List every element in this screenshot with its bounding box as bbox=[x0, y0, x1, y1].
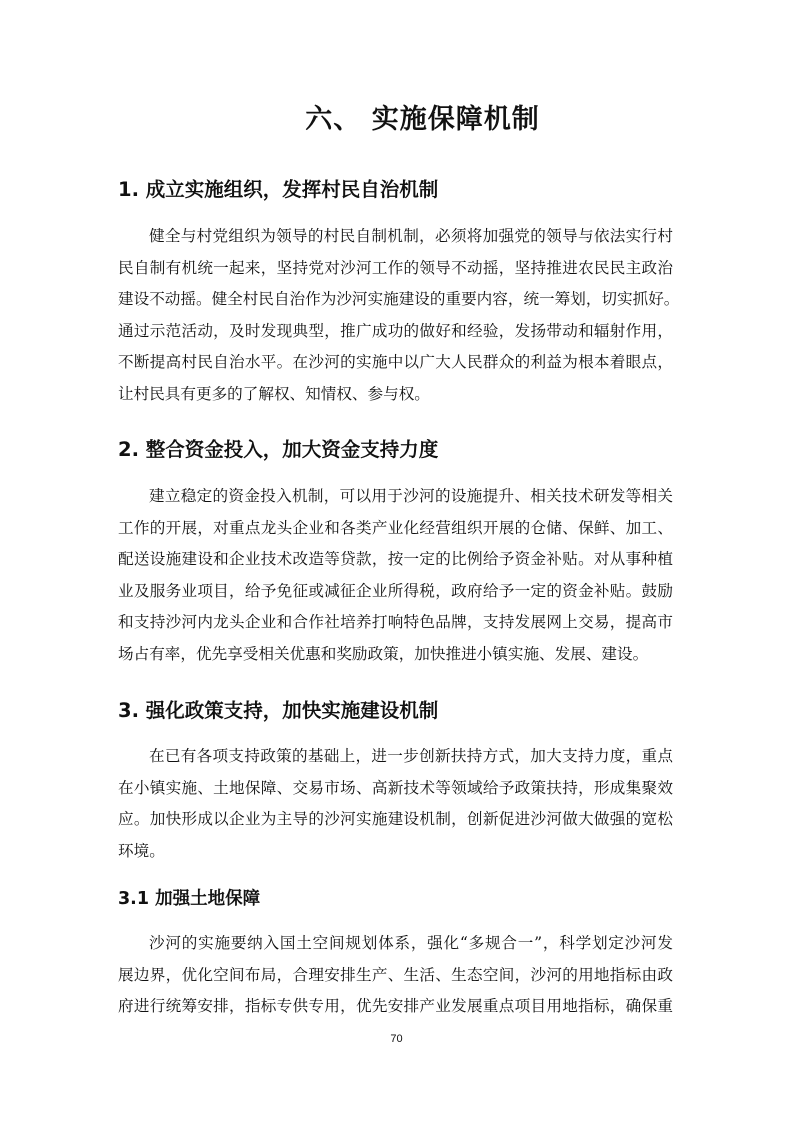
paragraph-line: 民自制有机统一起来，坚持党对沙河工作的领导不动摇，坚持推进农民民主政治 bbox=[118, 258, 673, 277]
paragraph-line: 让村民具有更多的了解权、知情权、参与权。 bbox=[118, 384, 430, 403]
chapter-title: 六、 实施保障机制 bbox=[305, 104, 540, 135]
section-3-paragraph bbox=[118, 741, 673, 867]
section-3-heading: 3. 强化政策支持，加快实施建设机制 bbox=[118, 699, 439, 722]
subsection-paragraph bbox=[118, 928, 673, 1023]
paragraph-line: 在已有各项支持政策的基础上，进一步创新扶持方式，加大支持力度，重点 bbox=[149, 747, 673, 765]
paragraph-line: 建立稳定的资金投入机制，可以用于沙河的设施提升、相关技术研发等相关 bbox=[149, 487, 673, 505]
paragraph-line: 和支持沙河内龙头企业和合作社培养打响特色品牌，支持发展网上交易，提高市 bbox=[118, 613, 673, 631]
paragraph-line: 在小镇实施、土地保障、交易市场、高新技术等领域给予政策扶持，形成集聚效 bbox=[118, 778, 673, 797]
section-2-paragraph bbox=[118, 481, 673, 670]
paragraph-line: 沙河的实施要纳入国土空间规划体系，强化“多规合一”，科学划定沙河发 bbox=[149, 934, 673, 952]
page-number: 70 bbox=[390, 1033, 403, 1045]
paragraph-line: 府进行统筹安排，指标专供专用，优先安排产业发展重点项目用地指标，确保重 bbox=[118, 997, 673, 1015]
paragraph-line: 环境。 bbox=[118, 841, 165, 860]
section-1-heading: 1. 成立实施组织，发挥村民自治机制 bbox=[118, 178, 439, 201]
paragraph-line: 不断提高村民自治水平。在沙河的实施中以广大人民群众的利益为根本着眼点， bbox=[118, 353, 673, 371]
section-2-heading: 2. 整合资金投入，加大资金支持力度 bbox=[118, 438, 439, 461]
paragraph-line: 建设不动摇。健全村民自治作为沙河实施建设的重要内容，统一筹划，切实抓好。 bbox=[118, 290, 680, 308]
subsection-heading: 3.1 加强土地保障 bbox=[118, 889, 261, 909]
paragraph-line: 应。加快形成以企业为主导的沙河实施建设机制，创新促进沙河做大做强的宽松 bbox=[118, 810, 673, 828]
paragraph-line: 工作的开展，对重点龙头企业和各类产业化经营组织开展的仓储、保鲜、加工、 bbox=[118, 518, 673, 537]
paragraph-line: 场占有率，优先享受相关优惠和奖励政策，加快推进小镇实施、发展、建设。 bbox=[118, 644, 649, 663]
paragraph-line: 通过示范活动，及时发现典型，推广成功的做好和经验，发扬带动和辐射作用， bbox=[118, 321, 673, 340]
section-1-paragraph bbox=[118, 221, 680, 410]
paragraph-line: 健全与村党组织为领导的村民自制机制，必须将加强党的领导与依法实行村 bbox=[149, 227, 673, 245]
paragraph-line: 业及服务业项目，给予免征或减征企业所得税，政府给予一定的资金补贴。鼓励 bbox=[118, 581, 673, 600]
paragraph-line: 配送设施建设和企业技术改造等贷款，按一定的比例给予资金补贴。对从事种植 bbox=[118, 550, 673, 568]
paragraph-line: 展边界，优化空间布局，合理安排生产、生活、生态空间，沙河的用地指标由政 bbox=[118, 965, 673, 984]
